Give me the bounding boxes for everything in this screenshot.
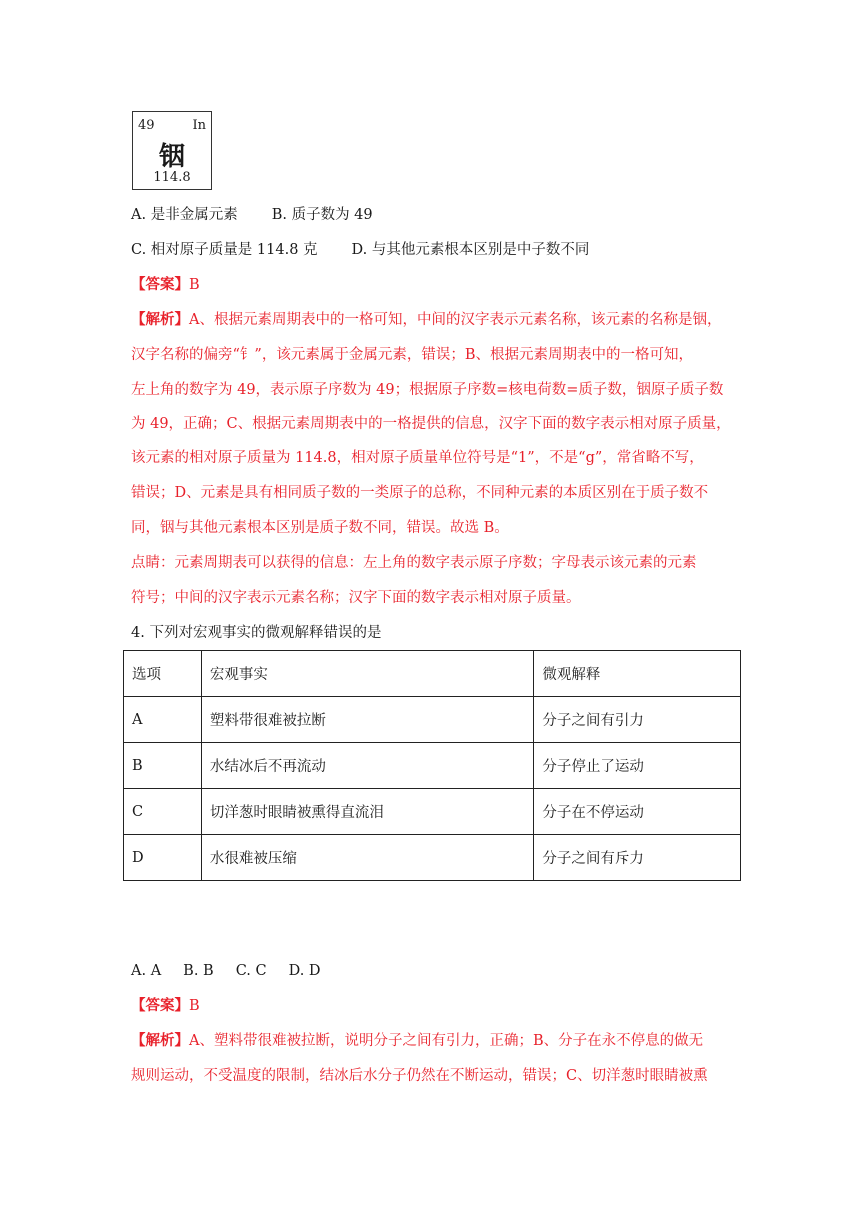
q4-analysis-line: 规则运动，不受温度的限制，结冰后水分子仍然在不断运动，错误；C、切洋葱时眼睛被熏 (131, 1068, 708, 1084)
q3-answer (131, 276, 200, 294)
q3-option-d: D. 与其他元素根本区别是中子数不同 (351, 242, 590, 258)
table-row (124, 743, 741, 789)
q3-option-b: B. 质子数为 49 (271, 207, 373, 223)
table-header-cell: 选项 (124, 651, 202, 697)
q3-analysis-line: 左上角的数字为 49，表示原子序数为 49；根据原子序数=核电荷数=质子数，铟原子质子数 (131, 382, 724, 398)
q4-table (123, 650, 741, 881)
q3-option-a: A. 是非金属元素 (131, 207, 238, 223)
q4-option-c: C. C (235, 963, 267, 979)
atomic-number: 49 (138, 118, 155, 133)
q3-tip-line: 符号；中间的汉字表示元素名称；汉字下面的数字表示相对原子质量。 (131, 590, 581, 606)
answer-tag: 【答案】 (131, 997, 189, 1014)
element-name: 铟 (158, 142, 185, 172)
table-cell: 切洋葱时眼睛被熏得直流泪 (201, 789, 533, 835)
analysis-tag: 【解析】 (131, 311, 189, 328)
q3-options-row-1 (131, 206, 373, 224)
table-cell: C (124, 789, 202, 835)
q3-analysis-line: 同，铟与其他元素根本区别是质子数不同，错误。故选 B。 (131, 520, 509, 536)
q4-question: 4. 下列对宏观事实的微观解释错误的是 (131, 625, 382, 641)
q4-option-a: A. A (131, 963, 162, 979)
table-cell: B (124, 743, 202, 789)
q3-analysis-line: 错误；D、元素是具有相同质子数的一类原子的总称，不同种元素的本质区别在于质子数不 (131, 485, 709, 501)
q3-options-row-2 (131, 241, 589, 259)
table-row (124, 835, 741, 881)
table-cell: A (124, 697, 202, 743)
q4-options-row (131, 962, 321, 980)
table-header-cell: 宏观事实 (201, 651, 533, 697)
q3-tip-line: 点睛：元素周期表可以获得的信息：左上角的数字表示原子序数；字母表示该元素的元素 (131, 555, 697, 571)
q3-analysis-line (131, 311, 721, 329)
table-cell: 分子之间有斥力 (534, 835, 741, 881)
table-cell: D (124, 835, 202, 881)
q4-option-b: B. B (183, 963, 214, 979)
q3-analysis-line: 汉字名称的偏旁“钅”，该元素属于金属元素，错误；B、根据元素周期表中的一格可知， (131, 347, 693, 363)
table-row (124, 789, 741, 835)
table-header-row (124, 651, 741, 697)
q4-analysis-line (131, 1032, 703, 1050)
periodic-table-cell (132, 111, 212, 190)
answer-value: B (189, 998, 200, 1014)
q3-analysis-line: 为 49，正确；C、根据元素周期表中的一格提供的信息，汉字下面的数字表示相对原子质量， (131, 416, 731, 432)
answer-value: B (189, 277, 200, 293)
table-row (124, 697, 741, 743)
answer-tag: 【答案】 (131, 276, 189, 293)
analysis-text: A、根据元素周期表中的一格可知，中间的汉字表示元素名称，该元素的名称是铟， (189, 312, 722, 328)
analysis-text: A、塑料带很难被拉断，说明分子之间有引力，正确；B、分子在永不停息的做无 (189, 1033, 704, 1049)
table-cell: 水结冰后不再流动 (201, 743, 533, 789)
q3-option-c: C. 相对原子质量是 114.8 克 (131, 242, 318, 258)
q3-analysis-line: 该元素的相对原子质量为 114.8，相对原子质量单位符号是“1”，不是“g”，常省略不写， (131, 450, 704, 466)
table-cell: 水很难被压缩 (201, 835, 533, 881)
element-symbol: In (192, 118, 206, 133)
table-cell: 塑料带很难被拉断 (201, 697, 533, 743)
q4-option-d: D. D (288, 963, 321, 979)
atomic-mass: 114.8 (153, 170, 191, 185)
analysis-tag: 【解析】 (131, 1032, 189, 1049)
table-header-cell: 微观解释 (534, 651, 741, 697)
table-cell: 分子停止了运动 (534, 743, 741, 789)
table-cell: 分子之间有引力 (534, 697, 741, 743)
q4-answer (131, 997, 200, 1015)
table-cell: 分子在不停运动 (534, 789, 741, 835)
